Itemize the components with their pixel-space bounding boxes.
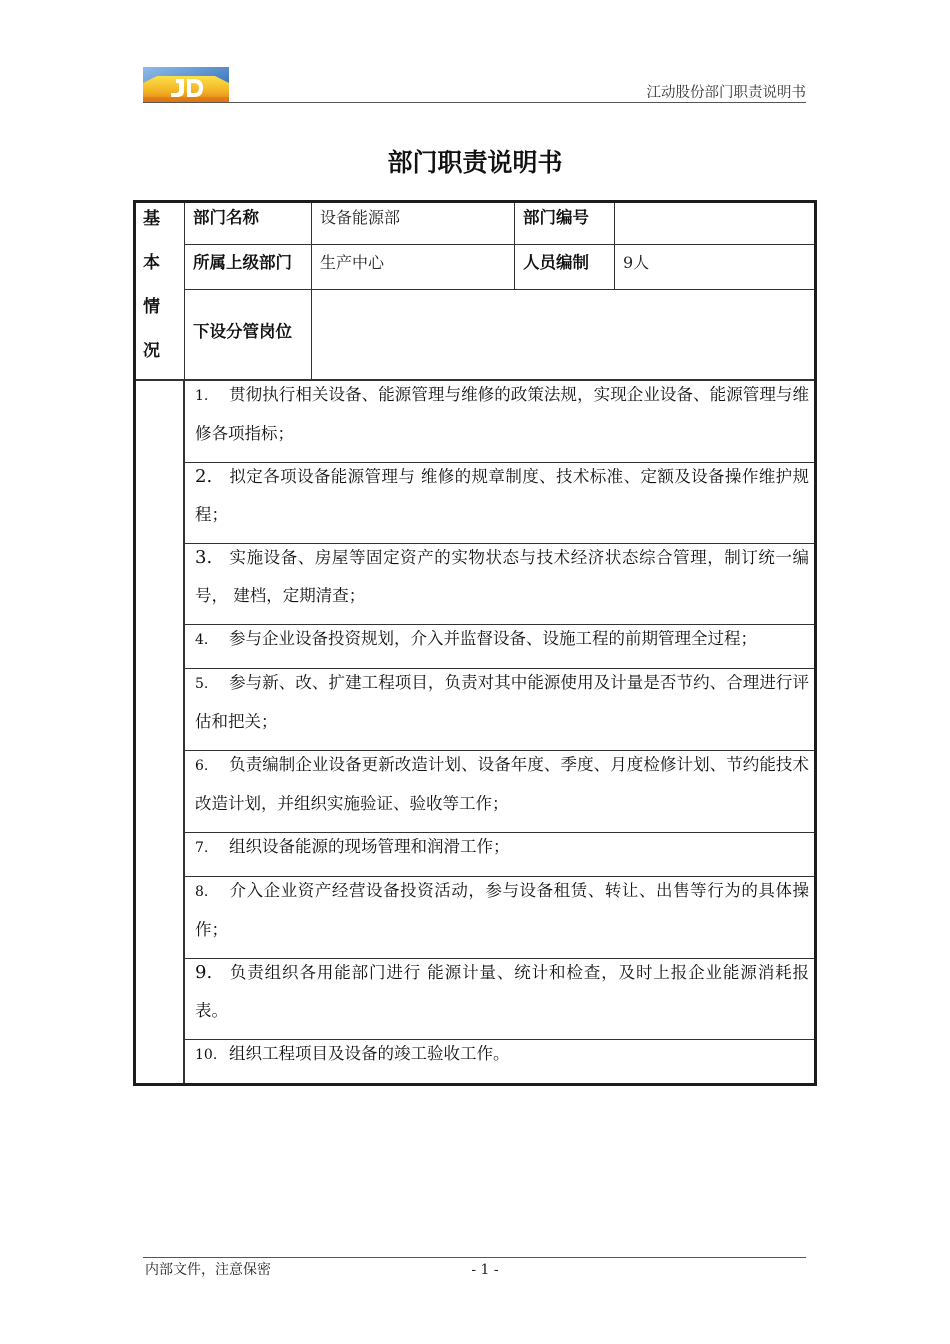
duty-text: 负责组织各用能部门进行 能源计量、统计和检查，及时上报企业能源消耗报表。 [195,963,809,1020]
duty-item [185,1040,814,1083]
duty-number: 10. [195,1047,218,1063]
duty-item [185,381,814,463]
staffing-label: 人员编制 [515,245,615,290]
parent-dept-label: 所属上级部门 [185,245,312,290]
duty-text: 组织设备能源的现场管理和润滑工作； [229,837,510,856]
duty-row [136,381,814,463]
duty-number: 7. [195,840,209,856]
duty-text: 实施设备、房屋等固定资产的实物状态与技术经济状态综合管理，制订统一编号， 建档，定期清查； [195,548,809,605]
duty-item [185,625,814,669]
duty-text: 拟定各项设备能源管理与 维修的规章制度、技术标准、定额及设备操作维护规程； [195,467,809,524]
duty-row [136,833,814,877]
header-document-title: 江动股份部门职责说明书 [646,85,806,101]
duty-row [136,1040,814,1083]
duty-number: 3. [195,547,213,568]
duty-item [185,669,814,751]
duty-item [185,959,814,1040]
duty-text: 组织工程项目及设备的竣工验收工作。 [229,1044,510,1063]
duty-number: 4. [195,632,209,648]
duties-section-cell [136,381,185,1083]
sub-positions-value [312,290,814,381]
duty-row [136,877,814,959]
duty-row [136,669,814,751]
duty-row [136,959,814,1040]
page-title: 部门职责说明书 [387,148,563,177]
duty-number: 9. [195,962,213,983]
duty-number: 2. [195,466,213,487]
basic-info-row-parent-dept [136,245,814,290]
duty-row [136,463,814,544]
duty-text: 贯彻执行相关设备、能源管理与维修的政策法规，实现企业设备、能源管理与维修各项指标； [195,385,809,443]
dept-code-value [615,203,814,245]
duty-row [136,625,814,669]
duty-row [136,544,814,625]
basic-info-section-cell [136,203,185,381]
staffing-value: 9人 [615,245,814,290]
duty-number: 1. [195,388,209,404]
duty-text: 参与企业设备投资规划，介入并监督设备、设施工程的前期管理全过程； [229,629,757,648]
parent-dept-value: 生产中心 [312,245,515,290]
footer-rule [143,1257,806,1258]
dept-name-value: 设备能源部 [312,203,515,245]
footer-confidential-note: 内部文件，注意保密 [145,1262,271,1278]
sub-positions-label: 下设分管岗位 [185,290,312,381]
duty-number: 8. [195,884,209,900]
page-number: - 1 - [471,1262,499,1278]
basic-info-section-label: 基本情况 [143,209,160,361]
dept-name-label: 部门名称 [185,203,312,245]
duty-item [185,877,814,959]
duty-text: 介入企业资产经营设备投资活动，参与设备租赁、转让、出售等行为的具体操作； [195,881,809,939]
header-rule [143,102,806,103]
duty-text: 参与新、改、扩建工程项目，负责对其中能源使用及计量是否节约、合理进行评估和把关； [195,673,809,731]
duty-item [185,544,814,625]
duty-item [185,463,814,544]
duty-number: 6. [195,758,209,774]
basic-info-row-dept-name [136,203,814,245]
responsibility-table [133,200,817,1086]
company-logo-icon [143,67,229,102]
duty-text: 负责编制企业设备更新改造计划、设备年度、季度、月度检修计划、节约能技术改造计划，并组织实施验证、验收等工作； [195,755,809,813]
duty-item [185,751,814,833]
duty-row [136,751,814,833]
dept-code-label: 部门编号 [515,203,615,245]
basic-info-row-sub-positions [136,290,814,381]
duty-number: 5. [195,676,209,692]
duty-item [185,833,814,877]
